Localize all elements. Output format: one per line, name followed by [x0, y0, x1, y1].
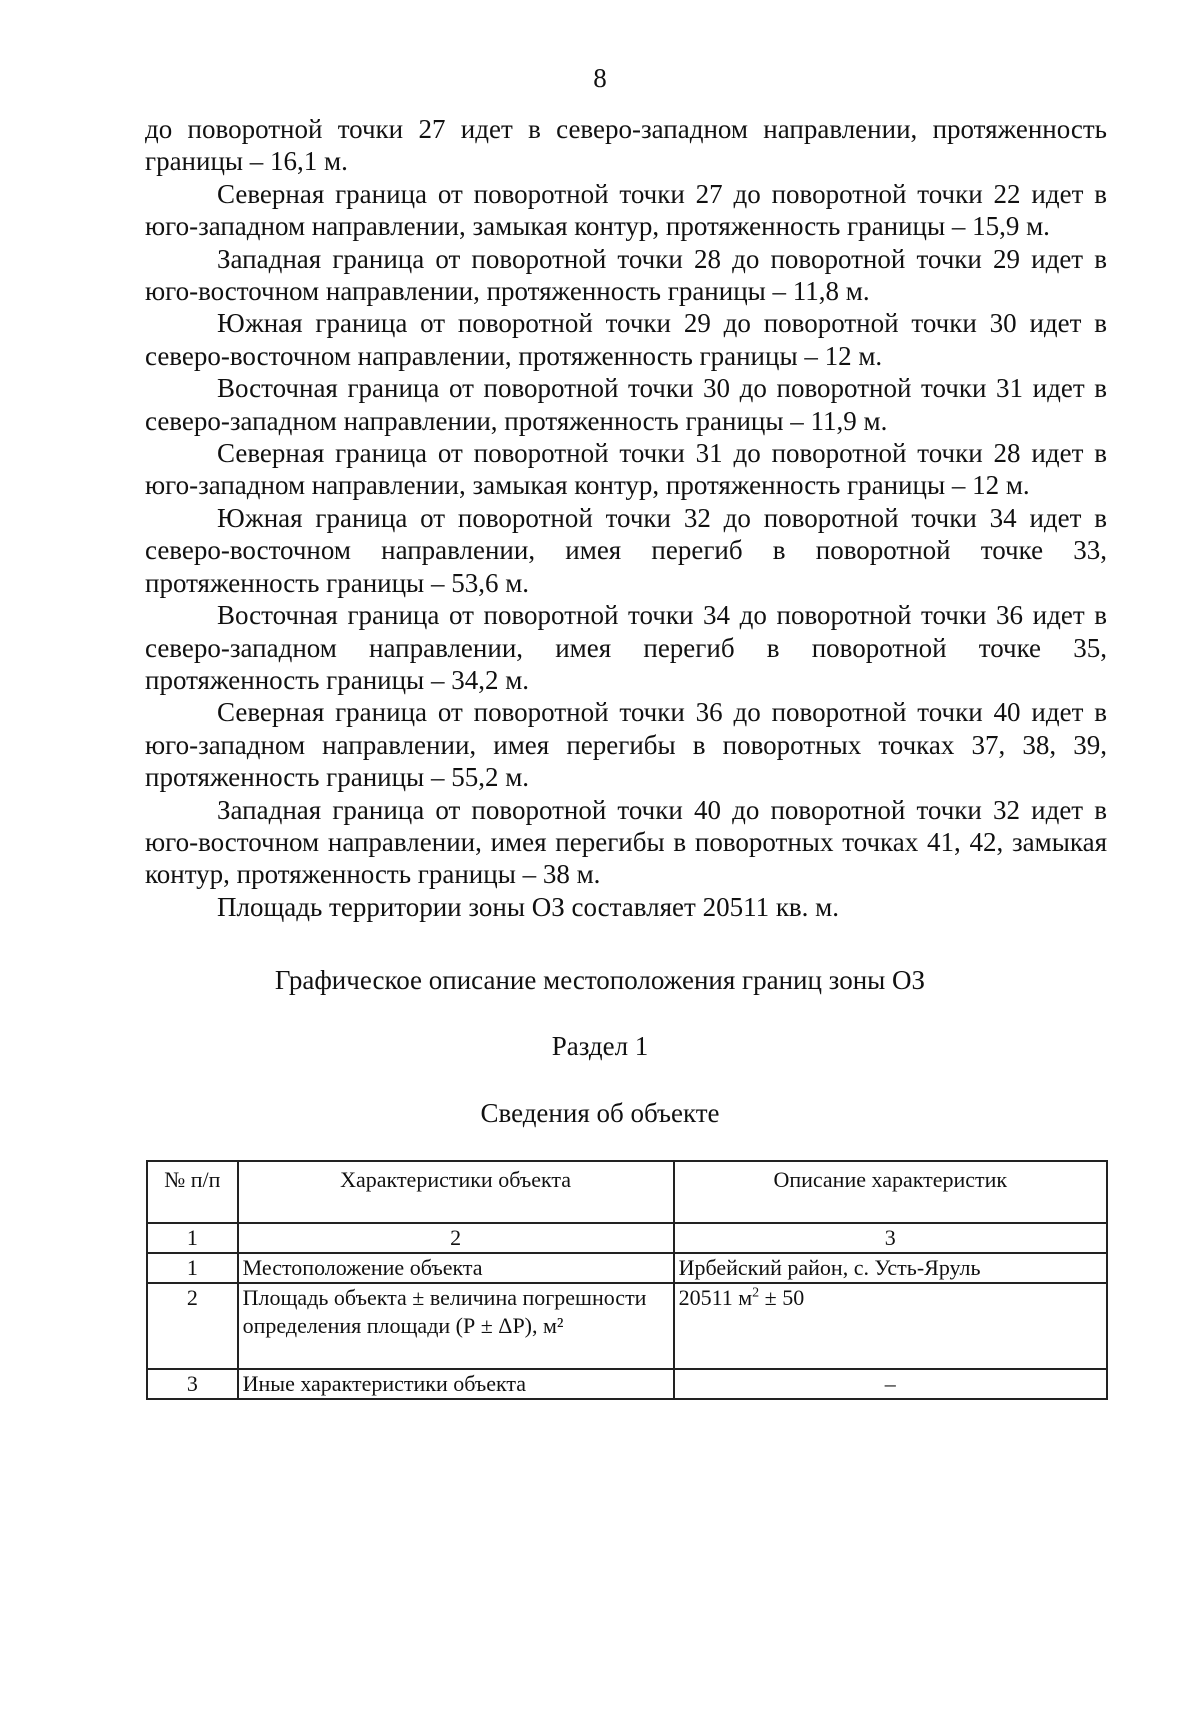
table-row [147, 1283, 1107, 1369]
row-num-cell: 3 [147, 1369, 238, 1399]
paragraph: Северная граница от поворотной точки 27 до поворотной точки 22 идет в юго-западном направлении, замыкая контур, протяженность границы – 15,9 м. [145, 178, 1107, 242]
row-num-cell: 1 [147, 1253, 238, 1283]
row-characteristic-cell: Местоположение объекта [238, 1253, 674, 1283]
column-number-cell: 2 [238, 1223, 674, 1253]
row-characteristic-cell: Иные характеристики объекта [238, 1369, 674, 1399]
row-description-cell [674, 1283, 1107, 1369]
object-info-heading: Сведения об объекте [480, 1098, 720, 1128]
area-value: 20511 м [678, 1285, 753, 1310]
area-unit-exponent: 2 [752, 1285, 760, 1301]
paragraph: Восточная граница от поворотной точки 34 до поворотной точки 36 идет в северо-западном направлении, имея перегиб в поворотной точке 35, протяженность границы – 34,2 м. [145, 600, 1107, 695]
table-row [147, 1253, 1107, 1283]
table-header-row [147, 1161, 1107, 1223]
body-text [145, 113, 1107, 923]
header-description-cell: Описание характеристик [674, 1161, 1107, 1223]
column-number-cell: 1 [147, 1223, 238, 1253]
paragraph: до поворотной точки 27 идет в северо-западном направлении, протяженность границы – 16,1 м. [145, 114, 1107, 177]
column-numbers-row [147, 1223, 1107, 1253]
paragraph: Восточная граница от поворотной точки 30 до поворотной точки 31 идет в северо-западном направлении, протяженность границы – 11,9 м. [145, 373, 1107, 436]
object-info-table [146, 1160, 1108, 1400]
paragraph: Западная граница от поворотной точки 28 до поворотной точки 29 идет в юго-восточном направлении, протяженность границы – 11,8 м. [145, 243, 1107, 307]
row-description-cell: Ирбейский район, с. Усть-Яруль [674, 1253, 1107, 1283]
area-tolerance: ± 50 [759, 1285, 805, 1310]
graphic-description-heading: Графическое описание местоположения границ зоны ОЗ [274, 965, 926, 995]
paragraph: Северная граница от поворотной точки 31 до поворотной точки 28 идет в юго-западном направлении, замыкая контур, протяженность границы – 12 м. [145, 438, 1107, 501]
header-characteristics-cell: Характеристики объекта [238, 1161, 674, 1223]
row-description-cell: – [674, 1369, 1107, 1399]
paragraph: Северная граница от поворотной точки 36 до поворотной точки 40 идет в юго-западном направлении, имея перегибы в поворотных точках 37, 38, 39, протяженность границы – 55,2 м. [145, 697, 1107, 793]
paragraph: Площадь территории зоны ОЗ составляет 20511 кв. м. [217, 891, 840, 922]
paragraph: Южная граница от поворотной точки 29 до поворотной точки 30 идет в северо-восточном направлении, протяженность границы – 12 м. [145, 308, 1107, 371]
table-row [147, 1369, 1107, 1399]
row-num-cell: 2 [147, 1283, 238, 1369]
section-heading: Раздел 1 [551, 1031, 649, 1061]
page-number: 8 [593, 63, 607, 93]
paragraph: Западная граница от поворотной точки 40 до поворотной точки 32 идет в юго-восточном направлении, имея перегибы в поворотных точках 41, 42, замыкая контур, протяженность границы – 38 м. [145, 794, 1107, 890]
header-num-cell: № п/п [147, 1161, 238, 1223]
column-number-cell: 3 [674, 1223, 1107, 1253]
paragraph: Южная граница от поворотной точки 32 до поворотной точки 34 идет в северо-восточном направлении, имея перегиб в поворотной точке 33, протяженность границы – 53,6 м. [145, 502, 1107, 598]
row-characteristic-cell: Площадь объекта ± величина погрешности определения площади (Р ± ΔР), м² [238, 1283, 674, 1369]
